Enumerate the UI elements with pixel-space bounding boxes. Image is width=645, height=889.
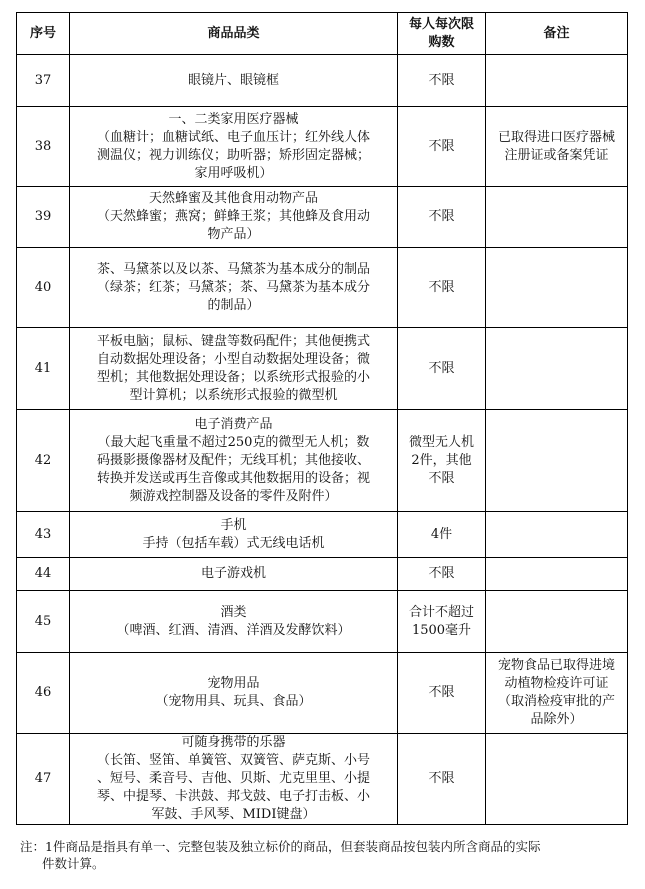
category-cell-line: 家用呼吸机） bbox=[194, 165, 273, 181]
limit-cell bbox=[398, 55, 486, 107]
table-row bbox=[17, 591, 628, 653]
category-cell-line: 平板电脑；鼠标、键盘等数码配件；其他便携式 bbox=[96, 333, 370, 349]
table-row bbox=[17, 512, 628, 558]
category-cell-line: 电子游戏机 bbox=[200, 566, 266, 581]
table-row bbox=[17, 734, 628, 825]
limit-cell-line: 2件，其他 bbox=[411, 452, 472, 468]
limit-cell bbox=[398, 591, 486, 653]
limit-cell bbox=[398, 187, 486, 248]
category-cell bbox=[70, 328, 398, 410]
category-cell-line: 型机；其他数据处理设备；以系统形式报验的小 bbox=[96, 369, 370, 385]
note-cell bbox=[486, 187, 628, 248]
limit-cell bbox=[398, 248, 486, 328]
category-cell-line: 军鼓、手风琴、MIDI键盘） bbox=[151, 807, 316, 822]
table-row bbox=[17, 558, 628, 591]
category-cell bbox=[70, 512, 398, 558]
row-number: 38 bbox=[17, 107, 70, 187]
row-number: 41 bbox=[17, 328, 70, 410]
category-cell-line: 码摄影摄像器材及配件；无线耳机；其他接收、 bbox=[96, 452, 370, 468]
limit-cell-line: 不限 bbox=[428, 360, 455, 376]
category-cell-line: 茶、马黛茶以及以茶、马黛茶为基本成分的制品 bbox=[96, 261, 370, 277]
limit-cell-line: 不限 bbox=[428, 470, 455, 486]
category-cell-line: 眼镜片、眼镜框 bbox=[187, 72, 279, 88]
row-number: 47 bbox=[17, 734, 70, 825]
note-cell bbox=[486, 107, 628, 187]
category-cell-line: 手机 bbox=[220, 517, 247, 533]
note-cell-line: 品除外） bbox=[530, 712, 583, 727]
header-limit-line2: 购数 bbox=[428, 34, 455, 50]
row-number: 45 bbox=[17, 591, 70, 653]
category-cell bbox=[70, 558, 398, 591]
category-cell-line: 自动数据处理设备；小型自动数据处理设备；微 bbox=[96, 351, 370, 367]
footnote-line1: 注：1件商品是指具有单一、完整包装及独立标价的商品，但套装商品按包装内所含商品的实际 bbox=[20, 839, 541, 854]
row-number: 39 bbox=[17, 187, 70, 248]
note-cell bbox=[486, 734, 628, 825]
note-cell-line: 注册证或备案凭证 bbox=[504, 147, 609, 163]
header-no: 序号 bbox=[17, 13, 70, 55]
limit-cell-line: 合计不超过 bbox=[408, 604, 474, 620]
header-note: 备注 bbox=[486, 13, 628, 55]
limit-cell-line: 不限 bbox=[428, 279, 455, 295]
note-cell bbox=[486, 512, 628, 558]
header-limit bbox=[398, 13, 486, 55]
limit-cell-line: 不限 bbox=[428, 209, 455, 224]
limit-cell bbox=[398, 328, 486, 410]
footnote-line2: 件数计算。 bbox=[42, 856, 105, 871]
category-cell-line: 手持（包括车载）式无线电话机 bbox=[142, 535, 325, 551]
category-cell-line: （血糖计；血糖试纸、电子血压计；红外线人体 bbox=[96, 129, 370, 145]
table-row bbox=[17, 187, 628, 248]
category-cell-line: 琴、中提琴、卡洪鼓、邦戈鼓、电子打击板、小 bbox=[96, 789, 370, 804]
note-cell-line: 动植物检疫许可证 bbox=[504, 676, 609, 691]
category-cell bbox=[70, 591, 398, 653]
limit-cell bbox=[398, 107, 486, 187]
table-row bbox=[17, 328, 628, 410]
note-cell bbox=[486, 248, 628, 328]
note-cell bbox=[486, 55, 628, 107]
category-cell-line: 物产品） bbox=[207, 227, 260, 242]
limit-cell bbox=[398, 410, 486, 512]
table-row bbox=[17, 107, 628, 187]
category-cell bbox=[70, 248, 398, 328]
category-cell-line: （宠物用具、玩具、食品） bbox=[155, 694, 312, 709]
limit-cell-line: 1500毫升 bbox=[411, 622, 472, 638]
category-cell-line: 转换并发送或再生音像或其他数据用的设备；视 bbox=[96, 470, 370, 486]
header-category: 商品品类 bbox=[70, 13, 398, 55]
category-cell bbox=[70, 653, 398, 734]
limit-cell bbox=[398, 558, 486, 591]
category-cell-line: 、短号、柔音号、吉他、贝斯、尤克里里、小提 bbox=[96, 771, 370, 786]
row-number: 44 bbox=[17, 558, 70, 591]
row-number: 46 bbox=[17, 653, 70, 734]
category-cell bbox=[70, 107, 398, 187]
note-cell bbox=[486, 653, 628, 734]
note-cell bbox=[486, 410, 628, 512]
category-cell-line: （啤酒、红酒、清酒、洋酒及发酵饮料） bbox=[116, 622, 351, 638]
limit-cell-line: 不限 bbox=[428, 138, 455, 154]
category-cell-line: （最大起飞重量不超过250克的微型无人机；数 bbox=[97, 434, 370, 450]
table-row bbox=[17, 653, 628, 734]
limit-cell-line: 不限 bbox=[428, 685, 455, 700]
note-cell bbox=[486, 328, 628, 410]
table-row bbox=[17, 410, 628, 512]
table-row bbox=[17, 55, 628, 107]
category-cell-line: 酒类 bbox=[220, 604, 247, 620]
row-number: 37 bbox=[17, 55, 70, 107]
category-cell-line: （天然蜂蜜；燕窝；鲜蜂王浆；其他蜂及食用动 bbox=[96, 209, 370, 224]
table-header-row bbox=[17, 13, 628, 55]
category-cell bbox=[70, 187, 398, 248]
row-number: 42 bbox=[17, 410, 70, 512]
limit-cell-line: 不限 bbox=[428, 771, 455, 786]
limit-cell bbox=[398, 653, 486, 734]
note-cell-line: （取消检疫审批的产 bbox=[497, 694, 615, 709]
limit-cell bbox=[398, 512, 486, 558]
category-cell-line: 频游戏控制器及设备的零件及附件） bbox=[129, 488, 338, 504]
limit-cell-line: 不限 bbox=[428, 72, 455, 88]
limit-cell-line: 不限 bbox=[428, 566, 455, 581]
header-limit-line1: 每人每次限 bbox=[408, 16, 474, 32]
category-cell-line: 的制品） bbox=[207, 297, 260, 313]
category-cell-line: 一、二类家用医疗器械 bbox=[168, 111, 299, 127]
row-number: 40 bbox=[17, 248, 70, 328]
footnote bbox=[20, 838, 620, 872]
category-cell-line: 天然蜂蜜及其他食用动物产品 bbox=[148, 191, 318, 206]
note-cell bbox=[486, 591, 628, 653]
row-number: 43 bbox=[17, 512, 70, 558]
category-cell-line: 宠物用品 bbox=[207, 676, 260, 691]
category-cell bbox=[70, 410, 398, 512]
category-cell-line: 型计算机；以系统形式报验的微型机 bbox=[129, 387, 338, 403]
limit-cell-line: 微型无人机 bbox=[408, 434, 474, 450]
note-cell-line: 宠物食品已取得进境 bbox=[497, 658, 615, 673]
category-cell-line: （长笛、竖笛、单簧管、双簧管、萨克斯、小号 bbox=[96, 753, 370, 768]
category-cell bbox=[70, 734, 398, 825]
table-row bbox=[17, 248, 628, 328]
note-cell bbox=[486, 558, 628, 591]
note-cell-line: 已取得进口医疗器械 bbox=[497, 129, 615, 145]
limit-cell-line: 4件 bbox=[430, 526, 453, 542]
purchase-limit-table bbox=[16, 12, 628, 825]
category-cell bbox=[70, 55, 398, 107]
limit-cell bbox=[398, 734, 486, 825]
category-cell-line: 电子消费产品 bbox=[194, 416, 273, 432]
category-cell-line: （绿茶；红茶；马黛茶；茶、马黛茶为基本成分 bbox=[96, 279, 370, 295]
category-cell-line: 测温仪；视力训练仪；助听器；矫形固定器械； bbox=[96, 147, 370, 163]
category-cell-line: 可随身携带的乐器 bbox=[181, 735, 286, 750]
table-body bbox=[17, 55, 628, 825]
